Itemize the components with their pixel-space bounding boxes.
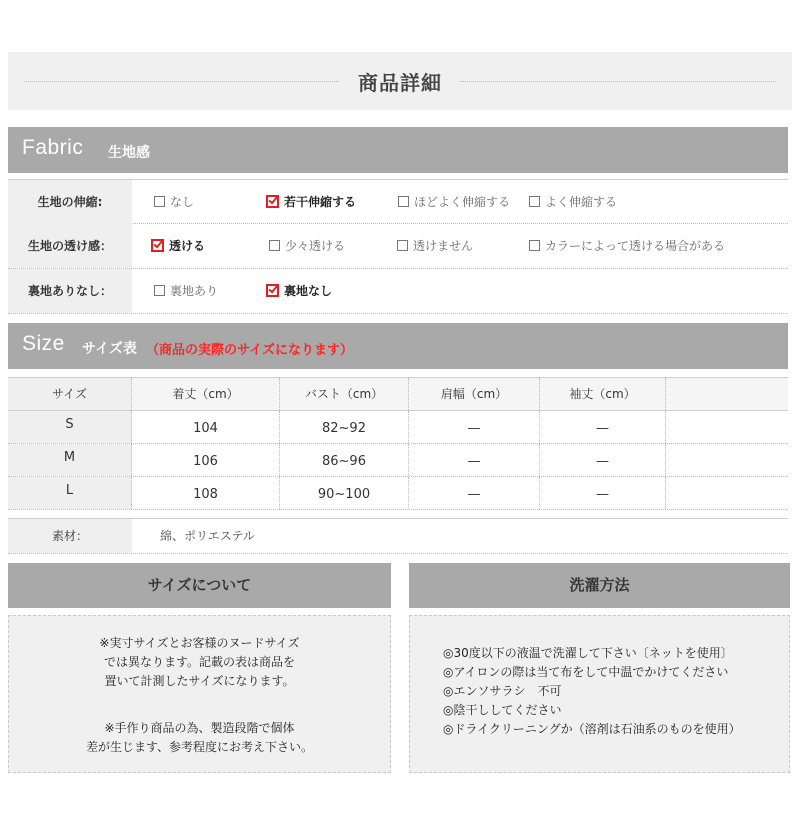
table-row <box>8 477 788 510</box>
checkbox-icon <box>269 240 280 251</box>
fabric-header <box>8 127 788 173</box>
header-bust: バスト（cm） <box>280 378 409 410</box>
option-unlined: 裏地なし <box>266 283 332 301</box>
list-item: ◎ドライクリーニングか（溶剤は石油系のものを使用） <box>443 722 741 736</box>
size-header <box>8 323 788 369</box>
list-item: ◎アイロンの際は当て布をして中温でかけてください <box>443 665 729 679</box>
option-sheer: 透ける <box>151 238 205 256</box>
table-row <box>8 444 788 477</box>
checked-checkbox-icon <box>151 239 164 252</box>
header-length: 着丈（cm） <box>132 378 280 410</box>
size-table-header <box>8 377 788 411</box>
material-row <box>8 518 788 554</box>
checkbox-icon <box>154 196 165 207</box>
about-size-box <box>8 615 391 773</box>
title-divider-right <box>460 81 776 82</box>
about-size-line: では異なります。記載の表は商品を <box>103 655 296 669</box>
fabric-header-jp: 生地感 <box>108 145 150 161</box>
option-slightly-sheer: 少々透ける <box>269 238 345 256</box>
fabric-row-lining <box>8 269 788 314</box>
checked-checkbox-icon <box>266 195 279 208</box>
fabric-header-en: Fabric <box>22 136 84 159</box>
cell-shoulder: — <box>409 444 540 476</box>
cell-length: 106 <box>132 444 280 476</box>
cell-shoulder: — <box>409 477 540 509</box>
title-band <box>8 52 792 110</box>
material-label: 素材： <box>8 519 132 553</box>
cell-size: S <box>8 411 132 443</box>
fabric-row-label: 裏地ありなし： <box>8 269 132 313</box>
checkbox-icon <box>529 196 540 207</box>
cell-empty <box>666 411 788 443</box>
washing-header: 洗濯方法 <box>409 563 790 608</box>
option-high-stretch: よく伸縮する <box>529 194 617 212</box>
page-title: 商品詳細 <box>358 71 442 95</box>
option-none: なし <box>154 194 194 212</box>
cell-sleeve: — <box>540 477 666 509</box>
option-slight-stretch: 若干伸縮する <box>266 194 356 212</box>
washing-box <box>409 615 790 773</box>
cell-size: L <box>8 477 132 509</box>
header-size: サイズ <box>8 378 132 410</box>
size-header-en: Size <box>22 332 65 355</box>
cell-length: 104 <box>132 411 280 443</box>
cell-sleeve: — <box>540 444 666 476</box>
cell-empty <box>666 477 788 509</box>
cell-bust: 90~100 <box>280 477 409 509</box>
about-size-line: 置いて計測したサイズになります。 <box>104 674 295 688</box>
header-empty <box>666 378 788 410</box>
about-size-line: ※実寸サイズとお客様のヌードサイズ <box>99 636 300 650</box>
size-header-jp: サイズ表 <box>82 341 137 357</box>
option-not-sheer: 透けません <box>397 238 473 256</box>
fabric-row-label: 生地の伸縮: <box>8 180 132 224</box>
list-item: ◎陰干ししてください <box>443 703 562 717</box>
cell-bust: 82~92 <box>280 411 409 443</box>
cell-sleeve: — <box>540 411 666 443</box>
cell-length: 108 <box>132 477 280 509</box>
list-item: ◎エンソサラシ 不可 <box>443 684 562 698</box>
fabric-row-sheer <box>8 224 788 269</box>
about-size-line: 差が生じます、参考程度にお考え下さい。 <box>85 740 314 754</box>
fabric-row-stretch <box>8 179 788 224</box>
table-row <box>8 411 788 444</box>
option-moderate-stretch: ほどよく伸縮する <box>398 194 510 212</box>
option-lined: 裏地あり <box>154 283 218 301</box>
cell-shoulder: — <box>409 411 540 443</box>
checkbox-icon <box>398 196 409 207</box>
cell-size: M <box>8 444 132 476</box>
header-shoulder: 肩幅（cm） <box>409 378 540 410</box>
size-header-note: （商品の実際のサイズになります） <box>146 343 353 358</box>
checked-checkbox-icon <box>266 284 279 297</box>
checkbox-icon <box>529 240 540 251</box>
cell-empty <box>666 444 788 476</box>
about-size-header: サイズについて <box>8 563 391 608</box>
washing-list <box>443 644 741 739</box>
about-size-line: ※手作り商品の為、製造段階で個体 <box>104 721 295 735</box>
checkbox-icon <box>154 285 165 296</box>
header-sleeve: 袖丈（cm） <box>540 378 666 410</box>
checkbox-icon <box>397 240 408 251</box>
option-depends-on-color: カラーによって透ける場合がある <box>529 238 725 256</box>
fabric-row-label: 生地の透け感： <box>8 224 132 268</box>
cell-bust: 86~96 <box>280 444 409 476</box>
material-value: 綿、ポリエステル <box>160 529 255 543</box>
list-item: ◎30度以下の液温で洗濯して下さい〔ネットを使用〕 <box>443 646 733 660</box>
